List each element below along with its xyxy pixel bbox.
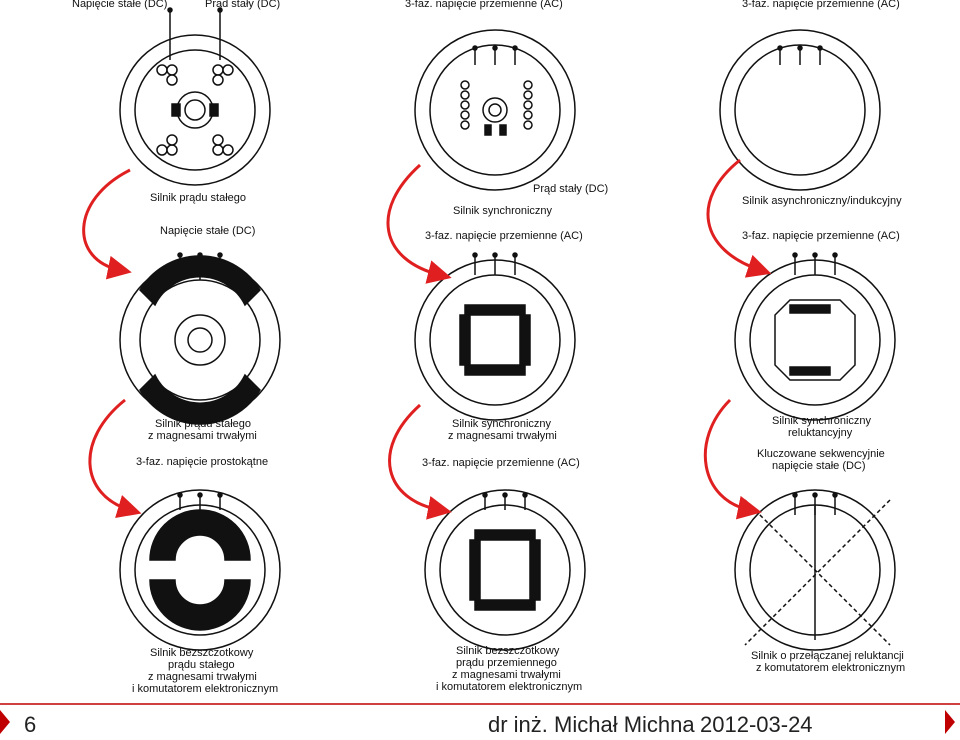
label-r3-name1b: prądu stałego: [168, 659, 235, 671]
arrow-1: [84, 170, 130, 270]
date: 2012-03-24: [700, 712, 813, 737]
label-r3-name1c: z magnesami trwałymi: [148, 671, 257, 683]
arrow-3: [708, 160, 760, 270]
label-r0-ac1: 3-faz. napięcie przemienne (AC): [405, 0, 563, 10]
label-r3-name3b: z komutatorem elektronicznym: [756, 662, 906, 674]
label-r2-name1a: Silnik prądu stałego: [155, 418, 252, 430]
label-r2-sup1: 3-faz. napięcie prostokątne: [136, 456, 269, 468]
motor-induction: [720, 30, 880, 190]
motor-dc-permanent-magnet: [120, 253, 280, 424]
motor-brushless-ac: [425, 490, 585, 650]
motor-switched-reluctance: [735, 490, 895, 650]
label-r1-sup2: 3-faz. napięcie przemienne (AC): [425, 230, 583, 242]
label-r3-name1a: Silnik bezszczotkowy: [150, 647, 254, 659]
label-r1-name2b: Silnik synchroniczny: [453, 205, 553, 217]
motor-dc-brushed: [120, 8, 270, 185]
label-r1-name1: Silnik prądu stałego: [150, 192, 247, 204]
label-r2-sup3b: napięcie stałe (DC): [772, 460, 866, 472]
label-r0-dc1: Napięcie stałe (DC): [72, 0, 168, 10]
label-r2-name2a: Silnik synchroniczny: [452, 418, 552, 430]
label-r3-name2d: i komutatorem elektronicznym: [436, 681, 583, 693]
motor-synchronous-pm: [415, 253, 575, 420]
arrow-6: [705, 400, 750, 510]
label-r1-name2a: Prąd stały (DC): [533, 183, 609, 195]
label-r1-sup1: Napięcie stałe (DC): [160, 225, 256, 237]
label-r0-ac2: 3-faz. napięcie przemienne (AC): [742, 0, 900, 10]
label-r1-name3: Silnik asynchroniczny/indukcyjny: [742, 195, 902, 207]
motor-synchronous-reluctance: [735, 253, 895, 420]
label-r2-name3a: Silnik synchroniczny: [772, 415, 872, 427]
page-number: 6: [24, 712, 37, 737]
arrow-2: [388, 165, 440, 275]
footer-bar: [0, 700, 960, 740]
label-r3-name2a: Silnik bezszczotkowy: [456, 645, 560, 657]
label-r2-name2b: z magnesami trwałymi: [448, 430, 557, 442]
label-r3-name1d: i komutatorem elektronicznym: [132, 683, 279, 695]
motor-synchronous: [415, 30, 575, 190]
label-r2-name3b: reluktancyjny: [788, 427, 853, 439]
arrow-4: [90, 400, 130, 510]
label-r0-dc2: Prąd stały (DC): [205, 0, 281, 10]
label-r2-sup3a: Kluczowane sekwencyjnie: [757, 448, 885, 460]
footer-triangle-right-icon: [945, 710, 955, 734]
motor-bldc: [120, 490, 280, 650]
label-r3-name2b: prądu przemiennego: [456, 657, 557, 669]
label-r3-name2c: z magnesami trwałymi: [452, 669, 561, 681]
label-r1-sup3: 3-faz. napięcie przemienne (AC): [742, 230, 900, 242]
label-r3-name3a: Silnik o przełączanej reluktancji: [751, 650, 904, 662]
author: dr inż. Michał Michna: [488, 712, 695, 737]
label-r2-name1b: z magnesami trwałymi: [148, 430, 257, 442]
footer-triangle-icon: [0, 710, 10, 734]
label-r2-sup2: 3-faz. napięcie przemienne (AC): [422, 457, 580, 469]
